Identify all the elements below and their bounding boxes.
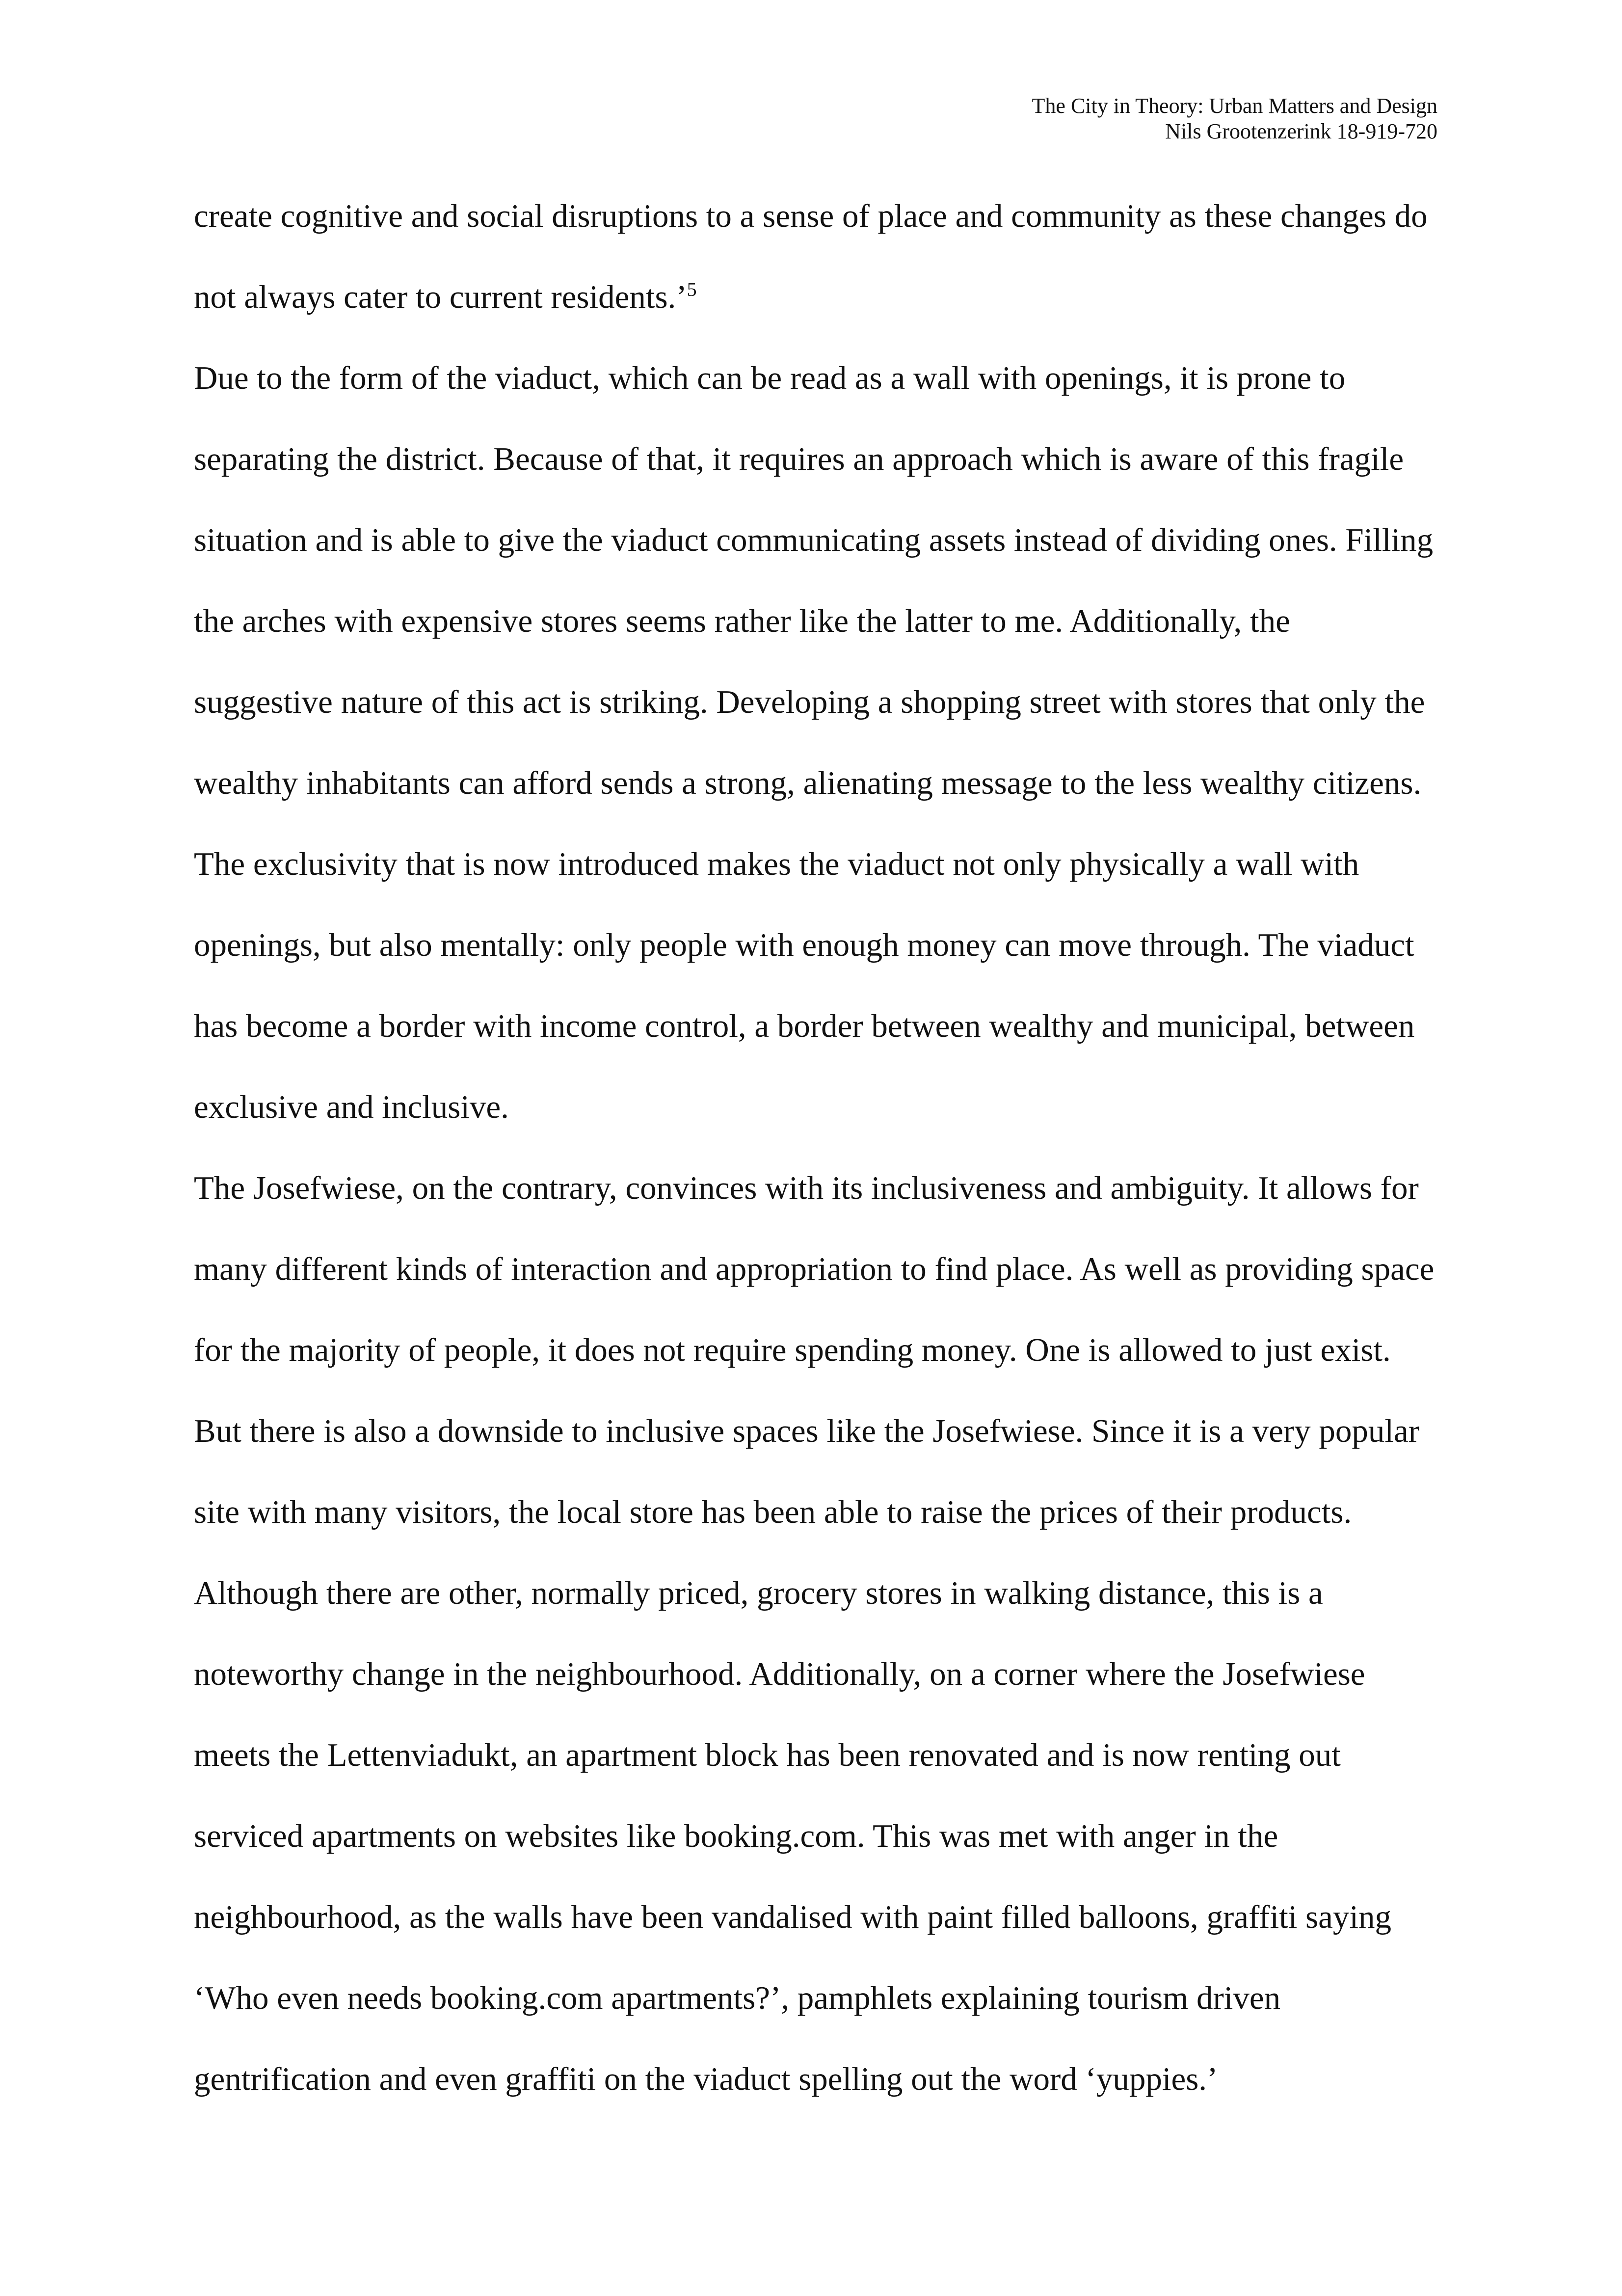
text-line: exclusive and inclusive. — [194, 1089, 509, 1125]
author-name-id: Nils Grootenzerink 18-919-720 — [1165, 119, 1437, 143]
text-line: site with many visitors, the local store has been able to raise the prices of their products. — [194, 1494, 1352, 1530]
text-line: serviced apartments on websites like booking.com. This was met with anger in the — [194, 1818, 1278, 1854]
course-title: The City in Theory: Urban Matters and Design — [1032, 94, 1437, 118]
text-line: openings, but also mentally: only people with enough money can move through. The viaduct — [194, 927, 1414, 963]
text-line: the arches with expensive stores seems rather like the latter to me. Additionally, the — [194, 603, 1290, 639]
text-line: for the majority of people, it does not require spending money. One is allowed to just exist. — [194, 1332, 1391, 1368]
text-line: create cognitive and social disruptions to a sense of place and community as these changes do — [194, 198, 1428, 234]
text-line: many different kinds of interaction and appropriation to find place. As well as providing space — [194, 1251, 1435, 1287]
text-line: Although there are other, normally priced, grocery stores in walking distance, this is a — [194, 1575, 1323, 1611]
paragraph-start: The Josefwiese, on the contrary, convinces with its inclusiveness and ambiguity. It allows for — [194, 1170, 1419, 1206]
text-line: situation and is able to give the viaduct communicating assets instead of dividing ones. Filling — [194, 522, 1434, 558]
text-line: has become a border with income control, a border between wealthy and municipal, between — [194, 1008, 1415, 1044]
text-line: But there is also a downside to inclusive spaces like the Josefwiese. Since it is a very popular — [194, 1413, 1420, 1449]
text-line: neighbourhood, as the walls have been vandalised with paint filled balloons, graffiti saying — [194, 1899, 1391, 1935]
text-line: wealthy inhabitants can afford sends a strong, alienating message to the less wealthy citizens. — [194, 765, 1422, 801]
text-line: separating the district. Because of that, it requires an approach which is aware of this fragile — [194, 441, 1404, 477]
essay-body — [194, 190, 1450, 2134]
text-line-with-footnote — [194, 271, 1450, 352]
text-line: suggestive nature of this act is striking. Developing a shopping street with stores that only the — [194, 684, 1425, 720]
text-line: gentrification and even graffiti on the viaduct spelling out the word ‘yuppies.’ — [194, 2061, 1218, 2097]
text-line: The exclusivity that is now introduced makes the viaduct not only physically a wall with — [194, 846, 1359, 882]
text-line: ‘Who even needs booking.com apartments?’, pamphlets explaining tourism driven — [194, 1980, 1281, 2016]
page-header — [1032, 93, 1437, 144]
text-line: meets the Lettenviadukt, an apartment block has been renovated and is now renting out — [194, 1737, 1341, 1773]
text-line: noteworthy change in the neighbourhood. Additionally, on a corner where the Josefwiese — [194, 1656, 1365, 1692]
text-line-content: not always cater to current residents.’ — [194, 279, 687, 315]
paragraph-start: Due to the form of the viaduct, which can be read as a wall with openings, it is prone to — [194, 360, 1346, 396]
footnote-reference: 5 — [687, 278, 697, 300]
